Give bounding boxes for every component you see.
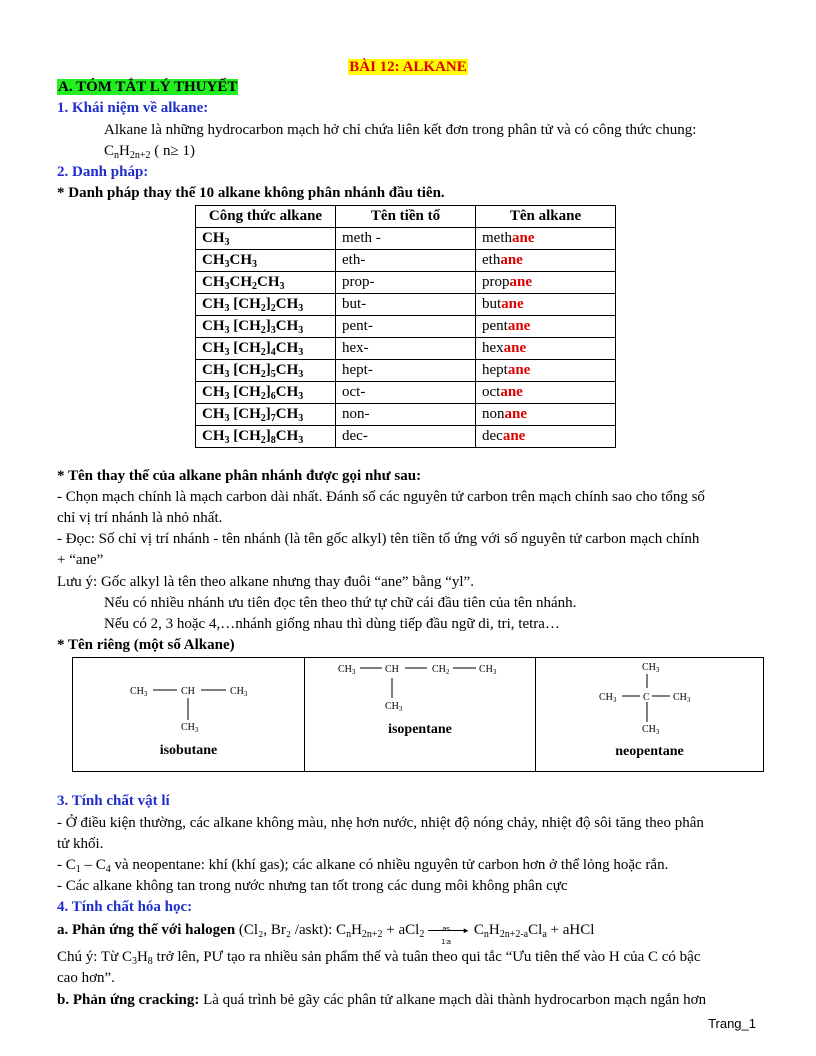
s1-text: Alkane là những hydrocarbon mạch hở chỉ chứa liên kết đơn trong phân tử và có công thức chung:: [104, 122, 697, 138]
table-header: Tên alkane: [476, 206, 616, 228]
section-a-heading: A. TÓM TẮT LÝ THUYẾT: [58, 79, 238, 95]
table-row: [196, 360, 616, 382]
formula-cell: $CH_3$ $[CH_2]_2CH_3$: [196, 294, 336, 316]
note-2: Nếu có nhiều nhánh ưu tiên đọc tên theo thứ tự chữ cái đầu tiên của tên nhánh.: [104, 595, 577, 611]
table-row: [196, 382, 616, 404]
table-row: [196, 272, 616, 294]
svg-text:CH: CH: [181, 686, 195, 697]
prefix-cell: non-: [336, 404, 476, 426]
isobutane-structure: [73, 658, 305, 738]
name-cell: ethane: [476, 250, 616, 272]
name-cell: propane: [476, 272, 616, 294]
name-cell: pentane: [476, 316, 616, 338]
formula-cell: $CH_3$: [196, 228, 336, 250]
s1-formula: $C_nH_{2n+2}$ ( n≥ 1): [104, 143, 195, 161]
rule2-line1: - Đọc: Số chỉ vị trí nhánh - tên nhánh (là tên gốc alkyl) tên tiền tố ứng với số nguyên tử carbon mạch chính: [57, 531, 700, 547]
table-header: Tên tiền tố: [336, 206, 476, 228]
name-cell: octane: [476, 382, 616, 404]
svg-text:CH3: $CH_3$: [338, 664, 356, 676]
neopentane-structure: [536, 658, 763, 738]
svg-text:CH3: $CH_3$: [181, 722, 199, 734]
isopentane-structure: [305, 658, 536, 718]
neopentane-cell: [536, 658, 763, 771]
table-row: [196, 316, 616, 338]
rule1-line2: chỉ vị trí nhánh là nhỏ nhất.: [57, 510, 223, 526]
name-cell: decane: [476, 426, 616, 448]
formula-cell: $CH_3$ $[CH_2]_6CH_3$: [196, 382, 336, 404]
prefix-cell: prop-: [336, 272, 476, 294]
common-names-table: [72, 657, 764, 772]
prefix-cell: eth-: [336, 250, 476, 272]
s3-line1b: tử khối.: [57, 836, 104, 852]
s4-cracking: b. Phản ứng cracking: Là quá trình bẻ gãy các phân tử alkane mạch dài thành hydrocarbon mạch ngắn hơn: [57, 992, 707, 1008]
table-header-row: [196, 206, 616, 228]
svg-text:CH: CH: [385, 664, 399, 675]
formula-cell: $CH_3$ $[CH_2]_8CH_3$: [196, 426, 336, 448]
svg-text:CH3: $CH_3$: [642, 662, 660, 674]
table-row: [196, 338, 616, 360]
isopentane-cell: [305, 658, 536, 771]
table-row: [196, 426, 616, 448]
prefix-cell: hex-: [336, 338, 476, 360]
prefix-cell: oct-: [336, 382, 476, 404]
s4-reaction-a: a. Phản ứng thế với halogen (Cl₂, Br₂ /askt): $C_nH_{2n+2} + aCl_2$ ► 1:a $C_nH_{2n+2-a}Cl_a$ + aHCl: [57, 922, 595, 946]
svg-text:CH3: $CH_3$: [130, 686, 148, 698]
note-3: Nếu có 2, 3 hoặc 4,…nhánh giống nhau thì dùng tiếp đầu ngữ di, tri, tetra…: [104, 616, 560, 632]
s2-sub2: * Tên thay thế của alkane phân nhánh được gọi như sau:: [57, 468, 422, 484]
alkane-table: [195, 205, 616, 448]
s4-note-line1: Chú ý: Từ $C_3H_8$ trở lên, PƯ tạo ra nhiều sản phẩm thế và tuân theo qui tắc “Ưu tiên thế vào H của C có bậc: [57, 949, 701, 967]
name-cell: methane: [476, 228, 616, 250]
svg-text:CH3: $CH_3$: [599, 692, 617, 704]
formula-cell: $CH_3CH_3$: [196, 250, 336, 272]
page-number: Trang_1: [708, 1016, 756, 1031]
prefix-cell: hept-: [336, 360, 476, 382]
page-title: BÀI 12: ALKANE: [349, 59, 467, 75]
note-1: Lưu ý: Gốc alkyl là tên theo alkane nhưng thay đuôi “ane” bằng “yl”.: [57, 574, 474, 590]
s4-note-line2: cao hơn”.: [57, 970, 115, 986]
table-row: [196, 294, 616, 316]
svg-text:C: C: [643, 692, 650, 703]
formula-cell: $CH_3$ $[CH_2]_7CH_3$: [196, 404, 336, 426]
formula-cell: $CH_3$ $[CH_2]_5CH_3$: [196, 360, 336, 382]
neopentane-label: neopentane: [615, 744, 684, 759]
rule2-line2: + “ane”: [57, 552, 104, 568]
formula-cell: $CH_3CH_2CH_3$: [196, 272, 336, 294]
s3-line3: - Các alkane không tan trong nước nhưng tan tốt trong các dung môi không phân cực: [57, 878, 568, 894]
table-row: [196, 228, 616, 250]
name-cell: hexane: [476, 338, 616, 360]
reaction-arrow: ► 1:a: [428, 923, 470, 939]
s2-heading: 2. Danh pháp:: [57, 164, 149, 180]
rule1-line1: - Chọn mạch chính là mạch carbon dài nhất. Đánh số các nguyên tử carbon trên mạch chính sao cho tổng số: [57, 489, 705, 505]
svg-text:CH3: $CH_3$: [385, 701, 403, 713]
s4-heading: 4. Tính chất hóa học:: [57, 899, 193, 915]
name-cell: nonane: [476, 404, 616, 426]
svg-text:CH3: $CH_3$: [642, 724, 660, 736]
table-row: [196, 250, 616, 272]
s3-line2: - $C_1 - C_4$ và neopentane: khí (khí gas); các alkane có nhiều nguyên tử carbon hơn ở thể lỏng hoặc rắn.: [57, 857, 669, 875]
prefix-cell: pent-: [336, 316, 476, 338]
s1-heading: 1. Khái niệm về alkane:: [57, 100, 209, 116]
prefix-cell: dec-: [336, 426, 476, 448]
isobutane-cell: [73, 658, 305, 771]
formula-cell: $CH_3$ $[CH_2]_4CH_3$: [196, 338, 336, 360]
prefix-cell: but-: [336, 294, 476, 316]
name-cell: heptane: [476, 360, 616, 382]
svg-text:CH3: $CH_3$: [230, 686, 248, 698]
s2-sub1: * Danh pháp thay thế 10 alkane không phân nhánh đầu tiên.: [57, 185, 445, 201]
table-row: [196, 404, 616, 426]
table-header: Công thức alkane: [196, 206, 336, 228]
s3-line1: - Ở điều kiện thường, các alkane không màu, nhẹ hơn nước, nhiệt độ nóng chảy, nhiệt độ sôi tăng theo phân: [57, 815, 704, 831]
s2-sub3: * Tên riêng (một số Alkane): [57, 637, 235, 653]
formula-cell: $CH_3$ $[CH_2]_3CH_3$: [196, 316, 336, 338]
isobutane-label: isobutane: [159, 743, 218, 758]
name-cell: butane: [476, 294, 616, 316]
svg-text:CH2: $CH_2$: [432, 664, 450, 676]
isopentane-label: isopentane: [388, 722, 452, 737]
prefix-cell: meth -: [336, 228, 476, 250]
svg-text:CH3: $CH_3$: [479, 664, 497, 676]
svg-text:CH3: $CH_3$: [673, 692, 691, 704]
s3-heading: 3. Tính chất vật lí: [57, 793, 170, 809]
